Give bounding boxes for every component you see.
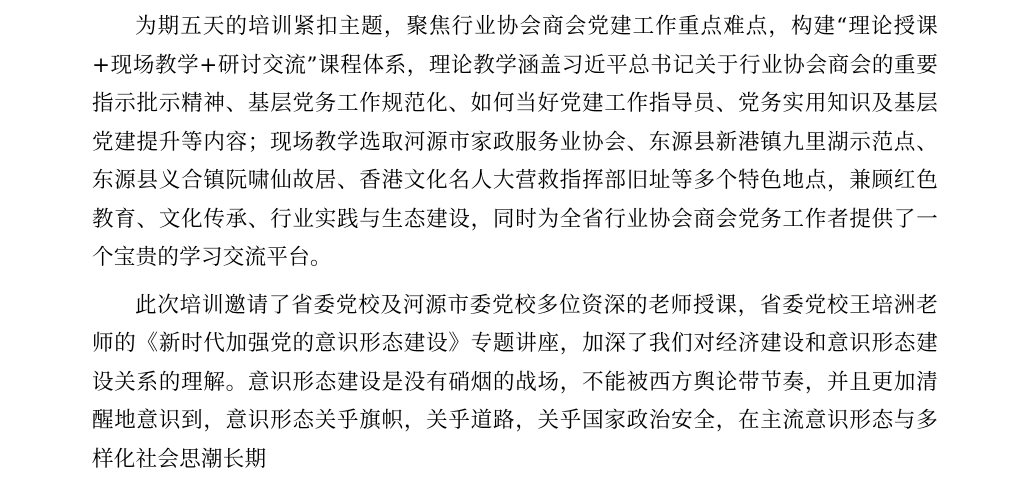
paragraph-2: 此次培训邀请了省委党校及河源市委党校多位资深的老师授课，省委党校王培洲老师的《新时代加强党的意识形态建设》专题讲座，加深了我们对经济建设和意识形态建设关系的理解。意识形态建设是没有硝烟的战场，不能被西方舆论带节奏，并且更加清醒地意识到，意识形态关乎旗帜，关乎道路，关乎国家政治安全，在主流意识形态与多样化社会思潮长期 xyxy=(92,287,938,479)
paragraph-1: 为期五天的培训紧扣主题，聚焦行业协会商会党建工作重点难点，构建“理论授课+现场教学+研讨交流”课程体系，理论教学涵盖习近平总书记关于行业协会商会的重要指示批示精神、基层党务工作规范化、如何当好党建工作指导员、党务实用知识及基层党建提升等内容；现场教学选取河源市家政服务业协会、东源县新港镇九里湖示范点、东源县义合镇阮啸仙故居、香港文化名人大营救指挥部旧址等多个特色地点，兼顾红色教育、文化传承、行业实践与生态建设，同时为全省行业协会商会党务工作者提供了一个宝贵的学习交流平台。 xyxy=(92,8,938,278)
document-body xyxy=(92,8,938,479)
